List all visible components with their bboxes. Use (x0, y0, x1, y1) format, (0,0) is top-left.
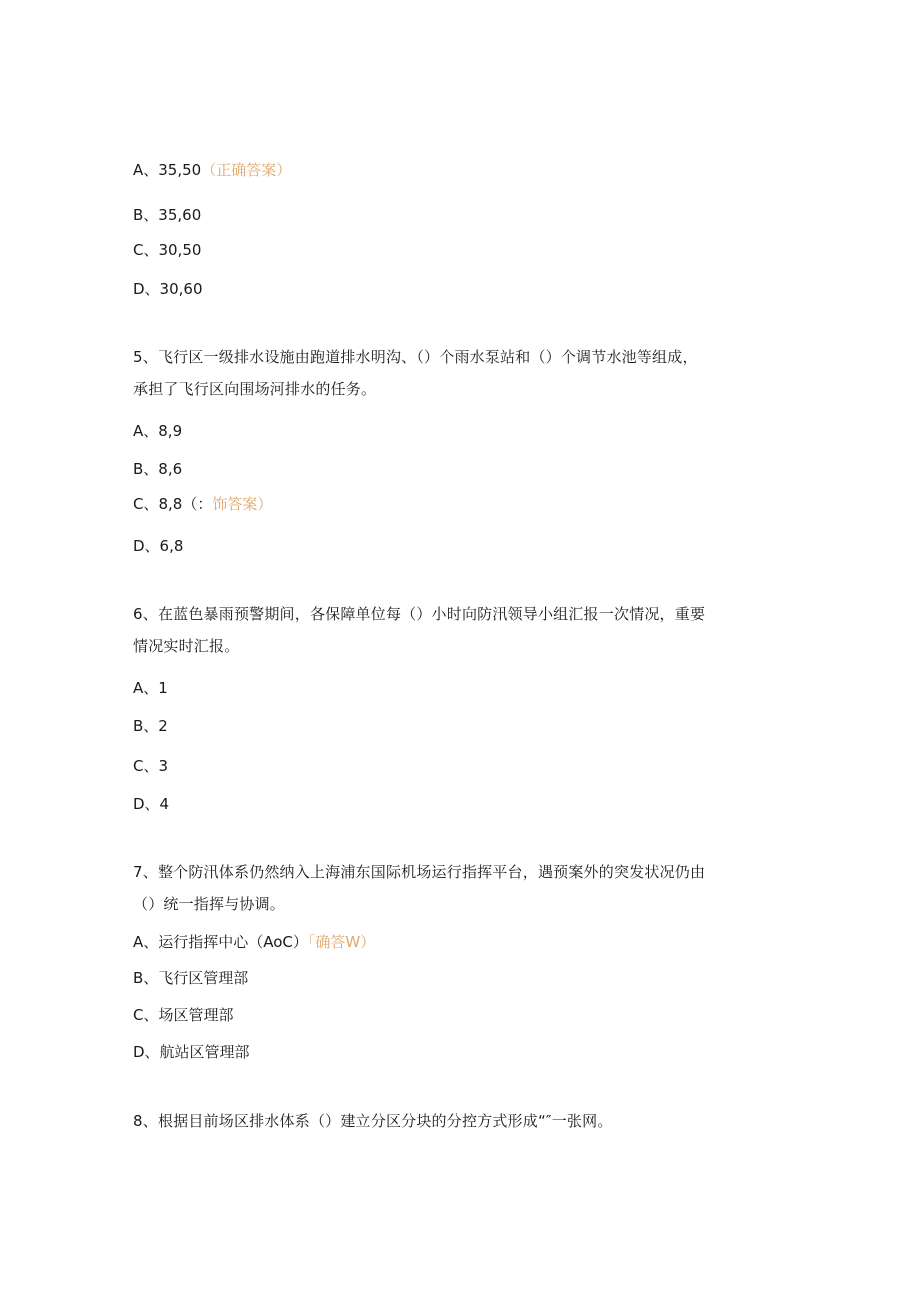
q4-option-c (133, 240, 201, 260)
q5-stem-line-2: 承担了飞行区向围场河排水的任务。 (133, 380, 377, 398)
q4-option-d (133, 279, 203, 299)
q6-option-c (133, 756, 168, 776)
q6-option-d (133, 794, 169, 814)
q6-option-a (133, 678, 168, 698)
q5-option-c (133, 494, 272, 514)
q7-correct-answer-mark: 「确答W） (307, 933, 376, 951)
q5-option-b (133, 459, 182, 479)
q4-option-d-text: D、30,60 (133, 280, 203, 298)
q7-stem-line-2: （）统一指挥与协调。 (133, 895, 286, 913)
q4-option-a-text: A、35,50 (133, 161, 202, 179)
q7-option-b-text: B、飞行区管理部 (133, 969, 249, 987)
q4-option-b (133, 205, 201, 225)
q7-option-c-text: C、场区管理部 (133, 1006, 234, 1024)
q4-correct-answer-mark: （正确答案） (201, 161, 292, 179)
q4-option-c-text: C、30,50 (133, 241, 202, 259)
q5-option-a (133, 421, 182, 441)
q5-stem-line-1: 5、飞行区一级排水设施由跑道排水明沟、（）个雨水泵站和（）个调节水池等组成， (133, 348, 698, 366)
q7-option-d-text: D、航站区管理部 (133, 1043, 250, 1061)
q5-option-d (133, 536, 183, 556)
q6-option-b (133, 716, 168, 736)
q7-option-c (133, 1005, 233, 1025)
q7-option-a-text: A、运行指挥中心（AoC） (133, 933, 308, 951)
q5-option-d-text: D、6,8 (133, 537, 184, 555)
q5-option-a-text: A、8,9 (133, 422, 183, 440)
q7-option-a (133, 932, 375, 952)
q6-option-a-text: A、1 (133, 679, 168, 697)
q7-option-d (133, 1042, 250, 1062)
q5-option-b-text: B、8,6 (133, 460, 183, 478)
q8-stem-line-1: 8、根据目前场区排水体系（）建立分区分块的分控方式形成“″一张网。 (133, 1112, 613, 1130)
q6-stem-line-1: 6、在蓝色暴雨预警期间，各保障单位每（）小时向防汛领导小组汇报一次情况，重要 (133, 605, 706, 623)
q5-option-c-text: C、8,8（： (133, 495, 213, 513)
q4-option-b-text: B、35,60 (133, 206, 202, 224)
q4-option-a (133, 160, 291, 180)
q5-correct-answer-mark: 饰答案） (212, 495, 273, 513)
q6-stem-line-2: 情况实时汇报。 (133, 637, 240, 655)
q6-option-c-text: C、3 (133, 757, 169, 775)
q6-option-d-text: D、4 (133, 795, 170, 813)
q7-option-b (133, 968, 248, 988)
q7-stem-line-1: 7、整个防汛体系仍然纳入上海浦东国际机场运行指挥平台，遇预案外的突发状况仍由 (133, 863, 706, 881)
q6-option-b-text: B、2 (133, 717, 168, 735)
